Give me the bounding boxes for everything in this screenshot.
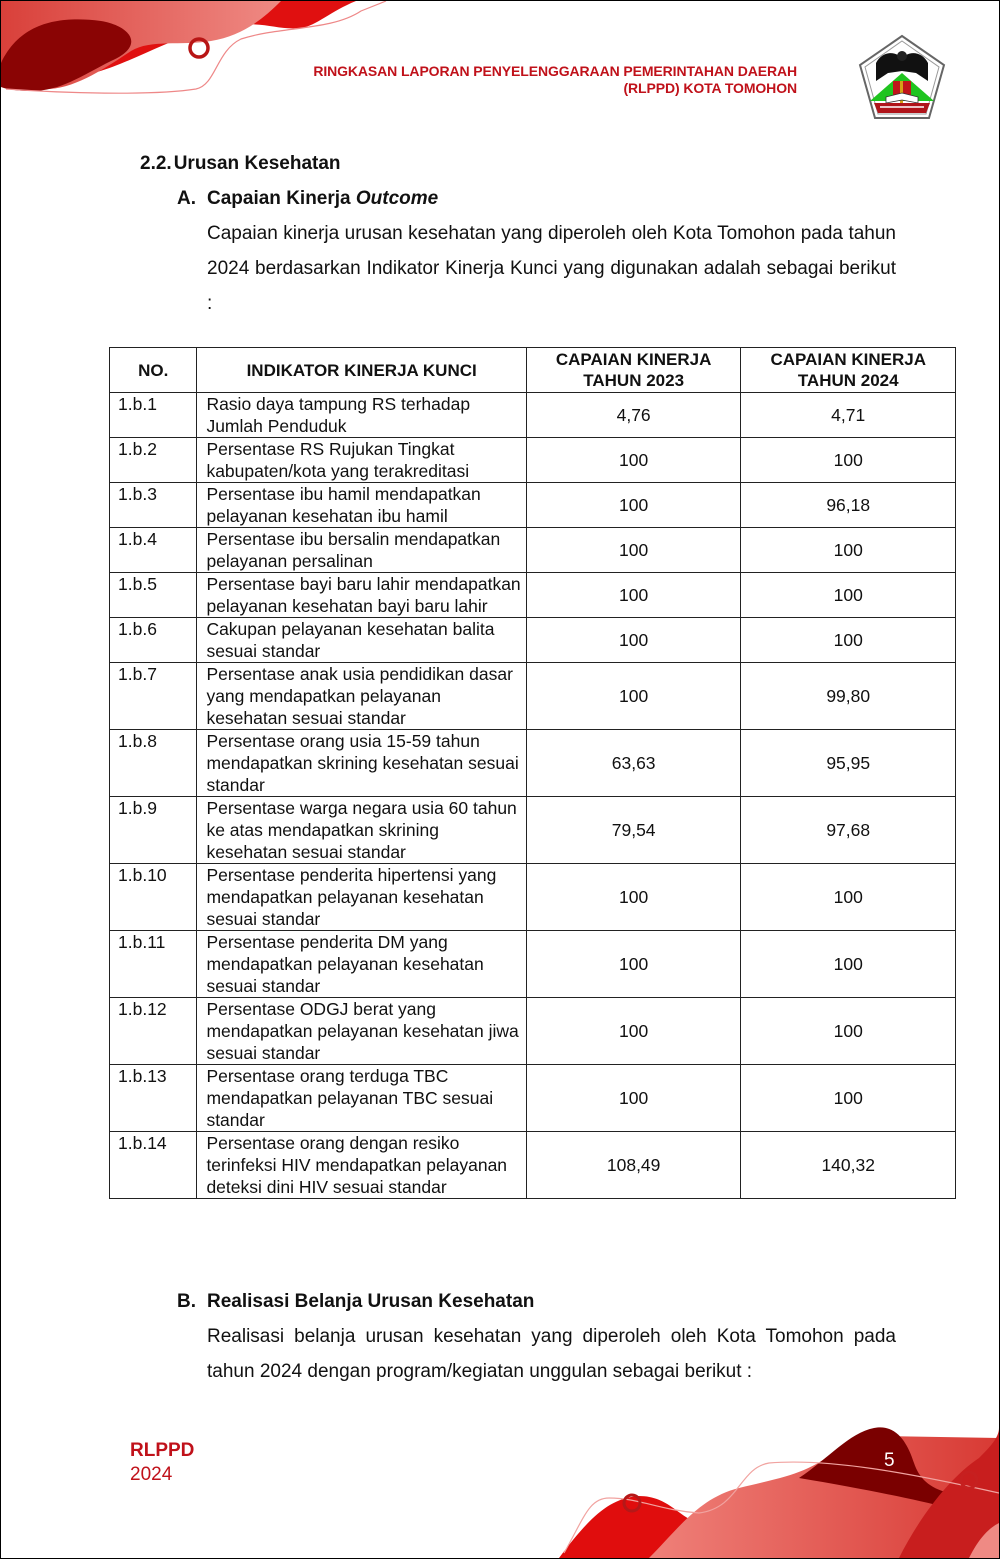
row-no: 1.b.10 [110,864,197,931]
row-value-2023: 100 [526,931,741,998]
header-title-line-2: (RLPPD) KOTA TOMOHON [623,80,797,96]
table-row [110,483,956,528]
table-row [110,1132,956,1199]
table-row [110,931,956,998]
subsection-a-letter: A. [177,188,196,209]
row-value-2023: 100 [526,1065,741,1132]
row-no: 1.b.7 [110,663,197,730]
row-indicator: Cakupan pelayanan kesehatan balita sesuai standar [197,618,526,663]
section-number: 2.2. [140,153,172,174]
row-indicator: Persentase orang usia 15-59 tahun mendapatkan skrining kesehatan sesuai standar [197,730,526,797]
header-2024-line-2: TAHUN 2024 [797,371,899,390]
row-value-2023: 108,49 [526,1132,741,1199]
row-value-2024: 100 [741,1065,956,1132]
row-indicator: Persentase warga negara usia 60 tahun ke atas mendapatkan skrining kesehatan sesuai standar [197,797,526,864]
row-value-2024: 97,68 [741,797,956,864]
header-2023-line-1: CAPAIAN KINERJA [555,350,712,369]
row-value-2023: 100 [526,573,741,618]
row-value-2023: 100 [526,618,741,663]
subsection-a-paragraph: Capaian kinerja urusan kesehatan yang diperoleh oleh Kota Tomohon pada tahun 2024 berdasarkan Indikator Kinerja Kunci yang digunakan adalah sebagai berikut : [207,223,896,314]
subsection-a-title: Capaian Kinerja [207,188,356,209]
row-indicator: Persentase ODGJ berat yang mendapatkan pelayanan kesehatan jiwa sesuai standar [197,998,526,1065]
row-value-2023: 100 [526,864,741,931]
kpi-table [109,347,956,1199]
row-no: 1.b.2 [110,438,197,483]
row-value-2024: 100 [741,864,956,931]
row-value-2023: 100 [526,438,741,483]
footer-label: RLPPD [130,1440,195,1461]
row-no: 1.b.1 [110,393,197,438]
row-value-2023: 79,54 [526,797,741,864]
row-value-2024: 100 [741,438,956,483]
table-header-row [110,348,956,393]
row-value-2024: 100 [741,528,956,573]
row-no: 1.b.3 [110,483,197,528]
row-value-2023: 100 [526,663,741,730]
row-value-2024: 100 [741,998,956,1065]
row-indicator: Persentase ibu hamil mendapatkan pelayanan kesehatan ibu hamil [197,483,526,528]
table-row [110,864,956,931]
table-row [110,1065,956,1132]
header-2023-line-2: TAHUN 2023 [583,371,685,390]
row-indicator: Persentase bayi baru lahir mendapatkan pelayanan kesehatan bayi baru lahir [197,573,526,618]
row-value-2023: 100 [526,998,741,1065]
row-value-2023: 100 [526,528,741,573]
row-no: 1.b.5 [110,573,197,618]
row-value-2024: 95,95 [741,730,956,797]
table-row [110,663,956,730]
table-row [110,730,956,797]
subsection-a-heading [177,188,438,210]
row-no: 1.b.14 [110,1132,197,1199]
subsection-b-letter: B. [177,1291,196,1312]
subsection-b-title: Realisasi Belanja Urusan Kesehatan [207,1291,535,1312]
row-value-2024: 96,18 [741,483,956,528]
row-value-2024: 100 [741,931,956,998]
row-indicator: Persentase RS Rujukan Tingkat kabupaten/kota yang terakreditasi [197,438,526,483]
row-indicator: Persentase penderita DM yang mendapatkan pelayanan kesehatan sesuai standar [197,931,526,998]
header-no: NO. [110,348,197,393]
table-row [110,438,956,483]
row-indicator: Persentase anak usia pendidikan dasar yang mendapatkan pelayanan kesehatan sesuai standar [197,663,526,730]
table-row [110,573,956,618]
header-2023 [526,348,741,393]
footer-wave-decoration-icon [529,1418,999,1558]
row-value-2024: 4,71 [741,393,956,438]
table-row [110,797,956,864]
header-2024 [741,348,956,393]
report-header-title [313,63,797,97]
row-no: 1.b.13 [110,1065,197,1132]
row-indicator: Persentase penderita hipertensi yang mendapatkan pelayanan kesehatan sesuai standar [197,864,526,931]
row-no: 1.b.6 [110,618,197,663]
subsection-b-heading [177,1291,534,1313]
row-value-2024: 100 [741,573,956,618]
section-title: Urusan Kesehatan [173,153,341,174]
table-row [110,528,956,573]
table-row [110,998,956,1065]
row-indicator: Persentase orang dengan resiko terinfeksi HIV mendapatkan pelayanan deteksi dini HIV sesuai standar [197,1132,526,1199]
row-value-2023: 100 [526,483,741,528]
row-value-2024: 99,80 [741,663,956,730]
footer-year: 2024 [130,1464,173,1485]
section-heading [140,153,341,175]
row-value-2024: 100 [741,618,956,663]
table-row [110,618,956,663]
header-title-line-1: RINGKASAN LAPORAN PENYELENGGARAAN PEMERINTAHAN DAERAH [313,63,797,79]
header-indicator: INDIKATOR KINERJA KUNCI [197,348,526,393]
row-no: 1.b.11 [110,931,197,998]
row-no: 1.b.12 [110,998,197,1065]
row-no: 1.b.4 [110,528,197,573]
kota-tomohon-emblem-icon [856,33,948,123]
row-indicator: Rasio daya tampung RS terhadap Jumlah Penduduk [197,393,526,438]
row-indicator: Persentase ibu bersalin mendapatkan pelayanan persalinan [197,528,526,573]
row-no: 1.b.8 [110,730,197,797]
row-indicator: Persentase orang terduga TBC mendapatkan pelayanan TBC sesuai standar [197,1065,526,1132]
table-row [110,393,956,438]
subsection-a-title-italic: Outcome [355,188,439,209]
row-value-2023: 63,63 [526,730,741,797]
page-number: 5 [884,1450,895,1471]
header-2024-line-1: CAPAIAN KINERJA [770,350,926,369]
subsection-b-paragraph: Realisasi belanja urusan kesehatan yang diperoleh oleh Kota Tomohon pada tahun 2024 dengan program/kegiatan unggulan sebagai berikut : [207,1326,896,1382]
row-value-2023: 4,76 [526,393,741,438]
row-no: 1.b.9 [110,797,197,864]
row-value-2024: 140,32 [741,1132,956,1199]
